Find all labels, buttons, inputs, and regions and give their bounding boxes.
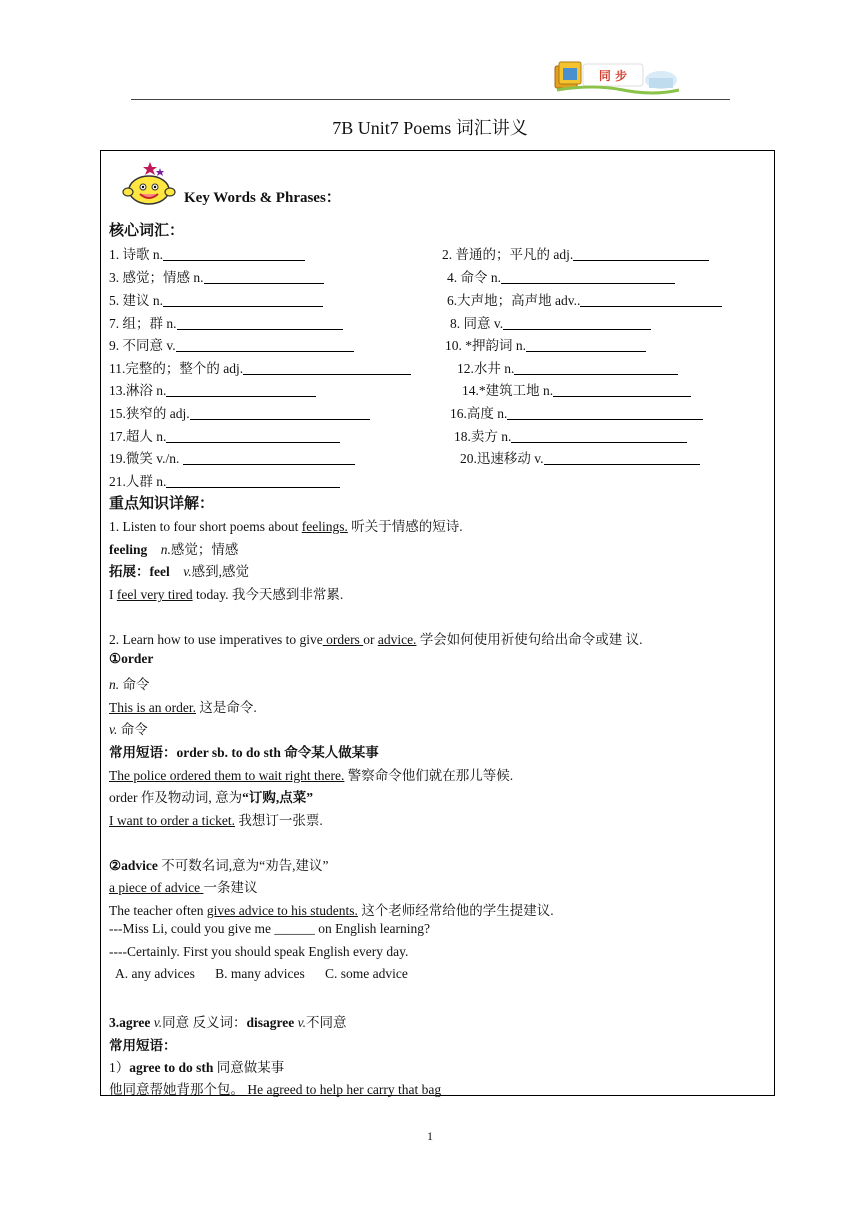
s2-order-noun: n. 命令 — [109, 677, 150, 692]
vocab-item-19: 19.微笑 v./n. — [109, 447, 355, 467]
vocab-item-4: 4. 命令 n. — [447, 266, 675, 286]
s2-order-verb: v. 命令 — [109, 722, 148, 737]
s1-feeling-def: feeling n.感觉；情感 — [109, 542, 239, 557]
vocab-item-17: 17.超人 n. — [109, 425, 340, 445]
s2-order-phrase: 常用短语：order sb. to do sth 命令某人做某事 — [109, 745, 379, 760]
vocab-item-10: 10. *押韵词 n. — [445, 334, 646, 354]
vocab-item-20: 20.迅速移动 v. — [460, 447, 700, 467]
page-number: 1 — [427, 1129, 433, 1143]
vocab-item-14: 14.*建筑工地 n. — [462, 379, 691, 399]
vocab-item-15: 15.狭窄的 adj. — [109, 402, 370, 422]
core-vocab-heading: 核心词汇： — [109, 223, 185, 239]
s2-advice-heading: ②advice 不可数名词,意为“劝告,建议” — [109, 858, 329, 873]
s2-teacher-example: The teacher often gives advice to his students. 这个老师经常给他的学生提建议. — [109, 903, 554, 918]
vocab-item-18: 18.卖方 n. — [454, 425, 687, 445]
s1-example: I feel very tired today. 我今天感到非常累. — [109, 587, 344, 602]
vocab-item-16: 16.高度 n. — [450, 402, 703, 422]
s3-phrase-1: 1）agree to do sth 同意做某事 — [109, 1060, 285, 1075]
s3-example: 他同意帮她背那个包。 He agreed to help her carry that bag — [109, 1082, 442, 1097]
vocab-item-3: 3. 感觉；情感 n. — [109, 266, 324, 286]
s2-order-heading: ①order — [109, 651, 154, 666]
detail-heading: 重点知识详解： — [109, 496, 215, 512]
s2-police-example: The police ordered them to wait right there. 警察命令他们就在那儿等候. — [109, 768, 514, 783]
vocab-item-6: 6.大声地；高声地 adv.. — [447, 289, 722, 309]
s3-phrase-label: 常用短语： — [109, 1038, 177, 1053]
logo-text: 同 步 — [598, 69, 628, 83]
key-words-heading: Key Words & Phrases： — [184, 190, 341, 206]
s2-ticket-example: I want to order a ticket. 我想订一张票. — [109, 813, 323, 828]
vocab-item-21: 21.人群 n. — [109, 470, 340, 490]
s2-answer-choices: A. any advices B. many advices C. some advice — [109, 966, 408, 981]
vocab-item-2: 2. 普通的；平凡的 adj. — [442, 243, 709, 263]
vocab-item-5: 5. 建议 n. — [109, 289, 323, 309]
vocab-item-11: 11.完整的；整个的 adj. — [109, 357, 411, 377]
s1-title: 1. Listen to four short poems about feelings. 听关于情感的短诗. — [109, 519, 463, 534]
s3-agree-def: 3.agree v.同意 反义词：disagree v.不同意 — [109, 1015, 347, 1030]
vocab-item-12: 12.水井 n. — [457, 357, 678, 377]
header-rule — [131, 99, 730, 100]
s2-question-line-2: ----Certainly. First you should speak English every day. — [109, 944, 409, 959]
s2-piece-example: a piece of advice 一条建议 — [109, 880, 258, 895]
s2-question-line-1: ---Miss Li, could you give me ______ on English learning? — [109, 921, 430, 936]
s1-extension: 拓展：feel v.感到,感觉 — [109, 564, 249, 579]
vocab-item-13: 13.淋浴 n. — [109, 379, 316, 399]
vocab-item-1: 1. 诗歌 n. — [109, 243, 305, 263]
vocab-item-9: 9. 不同意 v. — [109, 334, 354, 354]
vocab-item-8: 8. 同意 v. — [450, 312, 651, 332]
sync-logo — [553, 58, 681, 98]
document-title: 7B Unit7 Poems 词汇讲义 — [332, 118, 528, 138]
s2-title: 2. Learn how to use imperatives to give orders or advice. 学会如何使用祈使句给出命令或建 议. — [109, 632, 643, 647]
s2-order-note: order 作及物动词, 意为“订购,点菜” — [109, 790, 313, 805]
s2-order-example: This is an order. 这是命令. — [109, 700, 257, 715]
vocab-item-7: 7. 组；群 n. — [109, 312, 343, 332]
cartoon-mascot-icon — [122, 160, 176, 208]
